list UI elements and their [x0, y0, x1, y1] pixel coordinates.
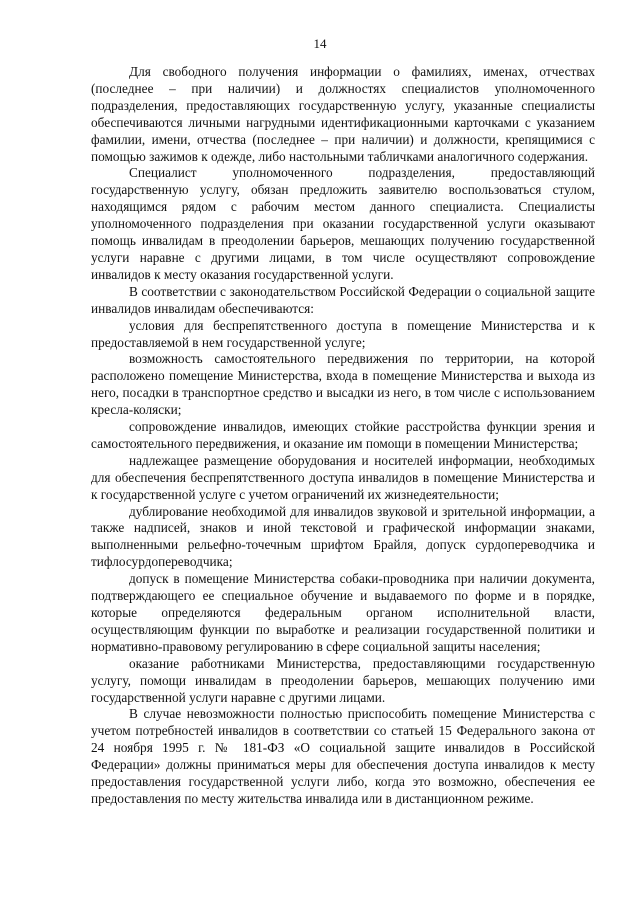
paragraph-adaptation-measures: В случае невозможности полностью приспособить помещение Министерства с учетом потребностей инвалидов в соответствии со статьей 15 Федерального закона от 24 ноября 1995 г. № 181-ФЗ «О социальной защите инвалидов в Российской Федерации» должны приниматься меры для обеспечения доступа инвалидов к месту предоставления государственной услуги либо, когда это возможно, обеспечения ее предоставления по месту жительства инвалида или в дистанционном режиме. [91, 706, 595, 806]
paragraph-identification-badges: Для свободного получения информации о фамилиях, именах, отчествах (последнее – при наличии) и должностях специалистов уполномоченного подразделения, предоставляющих государственную услугу, указанные специалисты обеспечиваются личными нагрудными идентификационными карточками с указанием фамилии, имени, отчества (последнее – при наличии) и должности, крепящимися с помощью зажимов к одежде, либо настольными табличками аналогичного содержания. [91, 64, 595, 164]
paragraph-staff-help: оказание работниками Министерства, предоставляющими государственную услугу, помощи инвалидам в преодолении барьеров, мешающих получению ими государственной услуги наравне с другими лицами. [91, 655, 595, 705]
paragraph-information-duplication: дублирование необходимой для инвалидов звуковой и зрительной информации, а также надписей, знаков и иной текстовой и графической информации знаками, выполненными рельефно-точечным шрифтом Брайля, допуск сурдопереводчика и тифлосурдопереводчика; [91, 503, 595, 570]
document-body [91, 64, 595, 808]
paragraph-independent-movement: возможность самостоятельного передвижения по территории, на которой расположено помещение Министерства, входа в помещение Министерства и выхода из него, посадки в транспортное средство и высадки из него, в том числе с использованием кресла-коляски; [91, 351, 595, 418]
paragraph-equipment-placement: надлежащее размещение оборудования и носителей информации, необходимых для обеспечения беспрепятственного доступа инвалидов в помещение Министерства и к государственной услуге с учетом ограничений их жизнедеятельности; [91, 452, 595, 502]
paragraph-legislation-intro: В соответствии с законодательством Российской Федерации о социальной защите инвалидов инвалидам обеспечиваются: [91, 283, 595, 316]
page-number: 14 [313, 36, 327, 51]
paragraph-escort: сопровождение инвалидов, имеющих стойкие расстройства функции зрения и самостоятельного передвижения, и оказание им помощи в помещении Министерства; [91, 419, 595, 451]
paragraph-specialist-assistance: Специалист уполномоченного подразделения, предоставляющий государственную услугу, обязан предложить заявителю воспользоваться стулом, находящимся рядом с рабочим местом данного специалиста. Специалисты уполномоченного подразделения при оказании государственной услуги оказывают помощь инвалидам в преодолении барьеров, мешающих получению государственной услуги наравне с другими лицами, в том числе осуществляют сопровождение инвалидов к месту оказания государственной услуги. [91, 165, 595, 282]
paragraph-access-conditions: условия для беспрепятственного доступа в помещение Министерства и к предоставляемой в нем государственной услуге; [91, 317, 595, 350]
paragraph-guide-dog: допуск в помещение Министерства собаки-проводника при наличии документа, подтверждающего ее специальное обучение и выдаваемого по форме и в порядке, которые определяются федеральным органом исполнительной власти, осуществляющим функции по выработке и реализации государственной политики и нормативно-правовому регулированию в сфере социальной защиты населения; [91, 571, 595, 654]
